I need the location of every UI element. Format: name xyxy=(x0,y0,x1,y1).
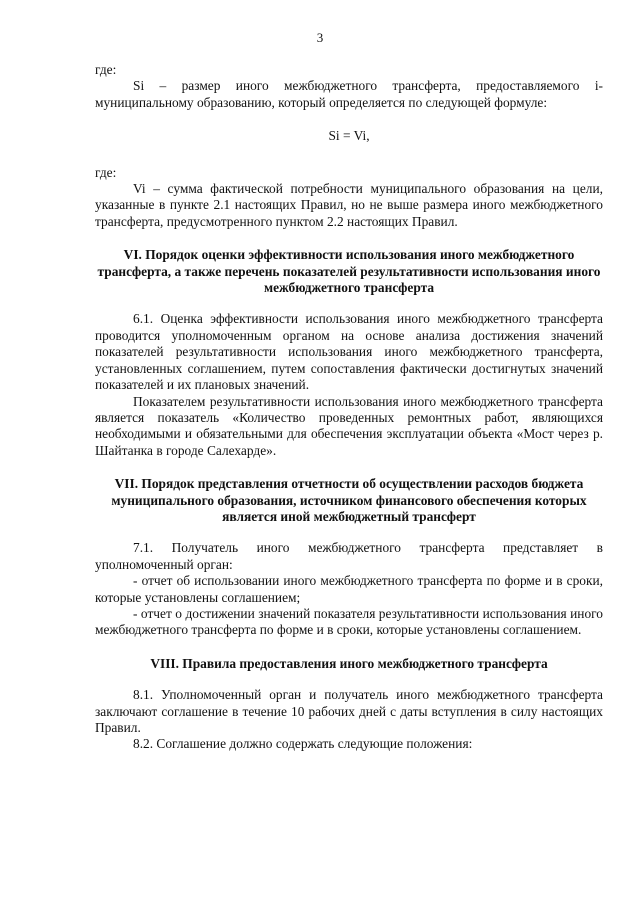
paragraph-8-1: 8.1. Уполномоченный орган и получатель иного межбюджетного трансферта заключают соглашение в течение 10 рабочих дней с даты вступления в силу настоящих Правил. xyxy=(95,687,603,735)
si-definition: Si – размер иного межбюджетного трансферта, предоставляемого i-муниципальному образованию, который определяется по следующей формуле: xyxy=(95,78,603,110)
section-8-heading: VIII. Правила предоставления иного межбюджетного трансферта xyxy=(150,655,548,671)
paragraph-8-2: 8.2. Соглашение должно содержать следующие положения: xyxy=(133,736,473,752)
list-item: - отчет о достижении значений показателя результативности использования иного межбюджетного трансферта по форме и в сроки, которые установлены соглашением. xyxy=(95,605,603,638)
paragraph-6-1: 6.1. Оценка эффективности использования иного межбюджетного трансферта проводится уполномоченным органом на основе анализа достижения значений показателей результативности использования иного межбюджетного трансферта, установленных соглашением, путем сопоставления фактически достигнутых значений показателей и их плановых значений. xyxy=(95,311,603,393)
formula: Si = Vi, xyxy=(328,128,370,144)
vi-definition: Vi – сумма фактической потребности муниципального образования на цели, указанные в пункте 2.1 настоящих Правил, но не выше размера иного межбюджетного трансферта, предусмотренного пунктом 2.2 настоящих Правил. xyxy=(95,181,603,229)
page-number: 3 xyxy=(316,30,324,45)
paragraph-6-2: Показателем результативности использования иного межбюджетного трансферта является показатель «Количество проведенных ремонтных работ, являющихся необходимыми и обязательными для обеспечения эксплуатации объекта «Мост через р. Шайтанка в городе Салехарде». xyxy=(95,393,603,458)
where-label: где: xyxy=(95,62,117,77)
where-label: где: xyxy=(95,164,117,180)
section-7-heading: VII. Порядок представления отчетности об осуществлении расходов бюджета муниципального образования, источником финансового обеспечения которых является иной межбюджетный трансферт xyxy=(111,476,587,524)
document-body xyxy=(95,62,603,753)
section-6-heading: VI. Порядок оценки эффективности использования иного межбюджетного трансферта, а также перечень показателей результативности использования иного межбюджетного трансферта xyxy=(97,247,601,296)
list-item: - отчет об использовании иного межбюджетного трансферта по форме и в сроки, которые установлены соглашением; xyxy=(95,573,603,605)
paragraph-7-1: 7.1. Получатель иного межбюджетного трансферта представляет в уполномоченный орган: xyxy=(95,540,603,572)
